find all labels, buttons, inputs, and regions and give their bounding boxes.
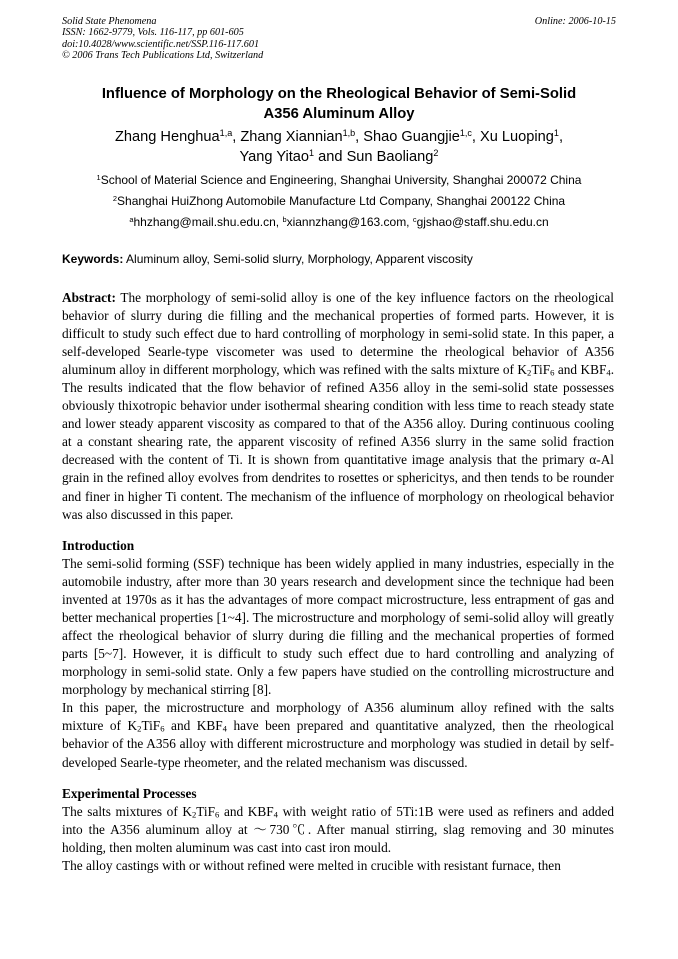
author-affil-mark: 1,b (342, 128, 356, 139)
copyright-line: © 2006 Trans Tech Publications Ltd, Switzerland (62, 50, 264, 62)
affiliation-2 (62, 194, 616, 208)
formula-text: and KBF (164, 718, 223, 734)
introduction-body (62, 555, 614, 772)
issn-line: ISSN: 1662-9779, Vols. 116-117, pp 601-605 (62, 27, 244, 39)
affiliation-1 (62, 173, 616, 187)
affiliation-text: School of Material Science and Engineering, Shanghai University, Shanghai 200072 China (100, 173, 582, 187)
formula-text: and KBF (557, 362, 607, 378)
author-name: Shao Guangjie (363, 129, 460, 145)
author-affil-mark: 1,a (219, 128, 233, 139)
doi-line: doi:10.4028/www.scientific.net/SSP.116-117.601 (62, 38, 260, 50)
affiliation-mark: 1 (96, 172, 101, 182)
author-list (62, 127, 616, 167)
author-line-1: Zhang Henghua$^{1,a}$, Zhang Xiannian$^{1,b}$, Shao Guangjie$^{1,c}$, Xu Luoping$^1$, (114, 128, 563, 145)
experimental-heading: Experimental Processes (62, 786, 197, 801)
experimental-text: The salts mixtures of K (62, 804, 192, 819)
introduction-heading: Introduction (62, 538, 135, 553)
abstract-text: The morphology of semi-solid alloy is one of the key influence factors on the rheological behavior of slurry during die filling and the mechanical properties of formed parts. However, it is difficult to study such effect due to hard controlling of morphology in semi-solid state. In this paper, a self-developed Searle-type viscometer was used to determine the rheological behavior of A356 aluminum alloy in different morphology, which was refined with the salts mixture of K (62, 290, 614, 378)
intro-paragraph-1: The semi-solid forming (SSF) technique has been widely applied in many industries, especially in the automobile industry, after more than 30 years research and development since the technique had been invented at 1970s as it has the advantages of more compact microstructure, less entrapment of gas and better mechanical properties [1~4]. The microstructure and morphology of semi-solid alloy will greatly affect the rheological behavior of slurry during die filling and the mechanical properties of formed parts [5~7]. However, it is difficult to study such effect due to hard controlling and analyzing of morphology in semi-solid state. Only a few papers have studied on the controlling microstructure and morphology by mechanical stirring [8]. (62, 556, 614, 698)
email-mark: a (129, 214, 134, 224)
email-mark: b (282, 214, 287, 224)
affiliation-text: Shanghai HuiZhong Automobile Manufacture Ltd Company, Shanghai 200122 China (117, 194, 566, 208)
author-name: Yang Yitao (239, 149, 310, 165)
formula-text: TiF (141, 718, 161, 734)
experimental-body (62, 803, 614, 875)
formula-text: TiF (531, 362, 551, 378)
abstract (62, 289, 614, 524)
experimental-text: with weight ratio of 5Ti:1B were used as refiners and added into the A356 aluminum alloy at ～730℃. After manual stirring, slag removing and 30 minutes holding, then molten aluminum was cast into cast iron mould. (62, 804, 614, 856)
intro-paragraph-2 (62, 699, 614, 771)
experimental-paragraph-1 (62, 803, 614, 857)
email-link[interactable]: hhzhang@mail.shu.edu.cn, (133, 215, 280, 229)
experimental-paragraph-2: The alloy castings with or without refined were melted in crucible with resistant furnace, then (62, 858, 561, 874)
author-name: Zhang Henghua (114, 129, 220, 145)
keywords (62, 252, 616, 266)
subscript: 4 (606, 367, 611, 378)
title-line-2: A356 Aluminum Alloy (263, 106, 415, 122)
author-and: and (318, 149, 343, 165)
formula-text: and KBF (219, 804, 274, 819)
keywords-text: Aluminum alloy, Semi-solid slurry, Morphology, Apparent viscosity (126, 252, 473, 266)
author-affil-mark: 1 (553, 128, 559, 139)
subscript: 6 (550, 367, 555, 378)
author-affil-mark: 1 (309, 148, 315, 159)
keywords-label: Keywords: (62, 252, 124, 266)
subscript: 2 (527, 367, 532, 378)
subscript: 4 (273, 809, 278, 820)
journal-header (62, 16, 263, 62)
intro-text: have been prepared and quantitative analyzed, then the rheological behavior of the A356 alloy with different microstructure and morphology was studied in detail by self-developed Searle-type rheometer, and the related mechanism was discussed. (62, 718, 615, 770)
author-name: Zhang Xiannian (240, 129, 343, 145)
email-line (62, 215, 616, 229)
email-link[interactable]: gjshao@staff.shu.edu.cn (416, 215, 549, 229)
subscript: 4 (222, 724, 227, 735)
author-line-2 (62, 147, 616, 167)
subscript: 6 (160, 724, 165, 735)
abstract-paragraph (62, 289, 614, 524)
formula-text: TiF (196, 804, 216, 819)
subscript: 6 (215, 809, 220, 820)
title-line-1: Influence of Morphology on the Rheological Behavior of Semi-Solid (101, 86, 577, 102)
paper-title (62, 84, 616, 124)
email-mark: c (412, 214, 417, 224)
online-date: Online: 2006-10-15 (534, 16, 616, 27)
email-link[interactable]: xiannzhang@163.com, (286, 215, 410, 229)
subscript: 2 (191, 809, 197, 820)
intro-text: In this paper, the microstructure and morphology of A356 aluminum alloy refined with the salts mixture of K (62, 700, 614, 734)
author-name: Xu Luoping (480, 129, 554, 145)
journal-name: Solid State Phenomena (62, 16, 157, 27)
author-affil-mark: 1,c (459, 128, 472, 139)
abstract-label: Abstract: (62, 290, 116, 305)
author-affil-mark: 2 (433, 148, 439, 159)
subscript: 2 (137, 724, 142, 735)
affiliation-mark: 2 (112, 193, 118, 203)
abstract-text: . The results indicated that the flow behavior of refined A356 alloy in the semi-solid state possesses obviously thixotropic behavior under isothermal shearing condition with less time to reach steady state and lower steady apparent viscosity as compared to that of the A356 alloy. During continuous cooling at a constant shearing rate, the apparent viscosity of refined A356 slurry in the same solid fraction decreased with the content of Ti. It is shown from quantitative image analysis that the primary α-Al grain in the refined alloy evolves from dendrites to rosettes or sphericitys, and then tends to be rounder and finer in higher Ti content. The mechanism of the influence of morphology on rheological behavior was also discussed in this paper. (62, 362, 615, 522)
author-name: Sun Baoliang (346, 149, 434, 165)
